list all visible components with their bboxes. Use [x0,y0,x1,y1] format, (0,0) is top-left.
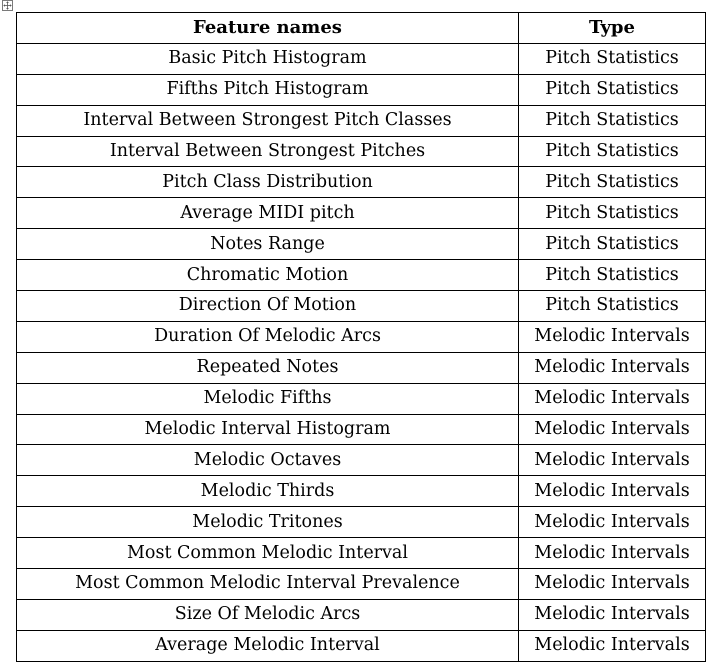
features-table [16,12,706,662]
table-row [17,291,706,322]
type-cell: Melodic Intervals [519,569,706,600]
feature-name-cell: Melodic Fifths [17,383,519,414]
feature-name-cell: Chromatic Motion [17,260,519,291]
type-cell: Pitch Statistics [519,260,706,291]
type-cell: Melodic Intervals [519,599,706,630]
feature-name-cell: Most Common Melodic Interval [17,538,519,569]
table-row [17,445,706,476]
table-row [17,538,706,569]
feature-name-cell: Pitch Class Distribution [17,167,519,198]
feature-name-cell: Repeated Notes [17,352,519,383]
feature-name-cell: Direction Of Motion [17,291,519,322]
feature-name-cell: Average Melodic Interval [17,630,519,661]
table-row [17,229,706,260]
table-row [17,167,706,198]
table-row [17,383,706,414]
header-feature-names: Feature names [17,13,519,44]
feature-name-cell: Melodic Interval Histogram [17,414,519,445]
table-row [17,507,706,538]
feature-name-cell: Interval Between Strongest Pitch Classes [17,105,519,136]
table-row [17,569,706,600]
type-cell: Melodic Intervals [519,507,706,538]
type-cell: Melodic Intervals [519,321,706,352]
table-row [17,260,706,291]
type-cell: Pitch Statistics [519,43,706,74]
type-cell: Melodic Intervals [519,445,706,476]
header-type: Type [519,13,706,44]
feature-name-cell: Fifths Pitch Histogram [17,74,519,105]
type-cell: Melodic Intervals [519,476,706,507]
type-cell: Pitch Statistics [519,136,706,167]
table-row [17,198,706,229]
feature-name-cell: Duration Of Melodic Arcs [17,321,519,352]
feature-name-cell: Melodic Tritones [17,507,519,538]
table-header-row [17,13,706,44]
type-cell: Pitch Statistics [519,74,706,105]
type-cell: Melodic Intervals [519,414,706,445]
type-cell: Melodic Intervals [519,383,706,414]
feature-name-cell: Interval Between Strongest Pitches [17,136,519,167]
table-row [17,74,706,105]
type-cell: Pitch Statistics [519,229,706,260]
table-row [17,352,706,383]
table-body [17,43,706,661]
type-cell: Melodic Intervals [519,630,706,661]
feature-name-cell: Basic Pitch Histogram [17,43,519,74]
feature-name-cell: Most Common Melodic Interval Prevalence [17,569,519,600]
table-row [17,630,706,661]
type-cell: Pitch Statistics [519,105,706,136]
table-row [17,414,706,445]
type-cell: Melodic Intervals [519,538,706,569]
table-row [17,136,706,167]
table-row [17,599,706,630]
table-move-handle[interactable] [2,0,13,11]
feature-name-cell: Average MIDI pitch [17,198,519,229]
type-cell: Pitch Statistics [519,198,706,229]
feature-name-cell: Melodic Octaves [17,445,519,476]
feature-name-cell: Notes Range [17,229,519,260]
feature-name-cell: Melodic Thirds [17,476,519,507]
move-arrows-icon [3,1,12,10]
table-row [17,321,706,352]
table-row [17,105,706,136]
type-cell: Melodic Intervals [519,352,706,383]
table-row [17,43,706,74]
type-cell: Pitch Statistics [519,167,706,198]
table-row [17,476,706,507]
feature-name-cell: Size Of Melodic Arcs [17,599,519,630]
type-cell: Pitch Statistics [519,291,706,322]
